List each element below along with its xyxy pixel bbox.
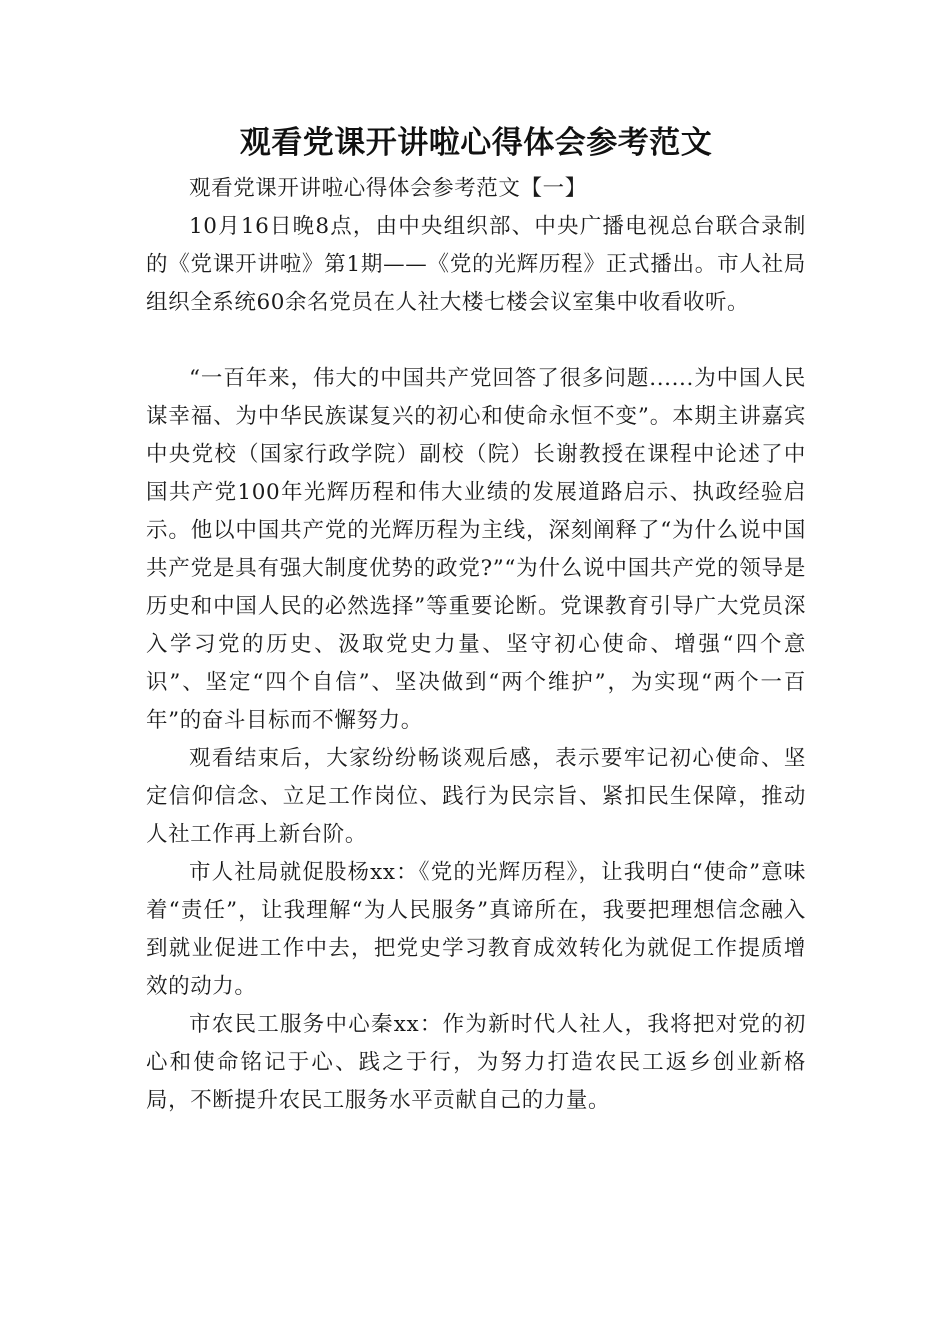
paragraph-gap [146, 322, 806, 360]
document-title: 观看党课开讲啦心得体会参考范文 [239, 125, 713, 161]
document-subtitle: 观看党课开讲啦心得体会参考范文【一】 [189, 176, 587, 201]
paragraph-1: 10月16日晚8点，由中央组织部、中央广播电视总台联合录制的《党课开讲啦》第1期——《党的光辉历程》正式播出。市人社局组织全系统60余名党员在人社大楼七楼会议室集中收看收听。 [146, 214, 806, 315]
paragraph-2: “一百年来，伟大的中国共产党回答了很多问题......为中国人民谋幸福、为中华民族谋复兴的初心和使命永恒不变”。本期主讲嘉宾中央党校（国家行政学院）副校（院）长谢教授在课程中论述了中国共产党100年光辉历程和伟大业绩的发展道路启示、执政经验启示。他以中国共产党的光辉历程为主线，深刻阐释了“为什么说中国共产党是具有强大制度优势的政党?”“为什么说中国共产党的领导是历史和中国人民的必然选择”等重要论断。党课教育引导广大党员深入学习党的历史、汲取党史力量、坚守初心使命、增强“四个意识”、坚定“四个自信”、坚决做到“两个维护”，为实现“两个一百年”的奋斗目标而不懈努力。 [146, 366, 806, 733]
paragraph-5: 市农民工服务中心秦xx：作为新时代人社人，我将把对党的初心和使命铭记于心、践之于行，为努力打造农民工返乡创业新格局，不断提升农民工服务水平贡献自己的力量。 [146, 1012, 806, 1113]
document-page [146, 118, 806, 1120]
paragraph-3: 观看结束后，大家纷纷畅谈观后感，表示要牢记初心使命、坚定信仰信念、立足工作岗位、践行为民宗旨、紧扣民生保障，推动人社工作再上新台阶。 [146, 746, 806, 847]
paragraph-4: 市人社局就促股杨xx：《党的光辉历程》，让我明白“使命”意味着“责任”，让我理解“为人民服务”真谛所在，我要把理想信念融入到就业促进工作中去，把党史学习教育成效转化为就促工作提质增效的动力。 [146, 860, 806, 999]
